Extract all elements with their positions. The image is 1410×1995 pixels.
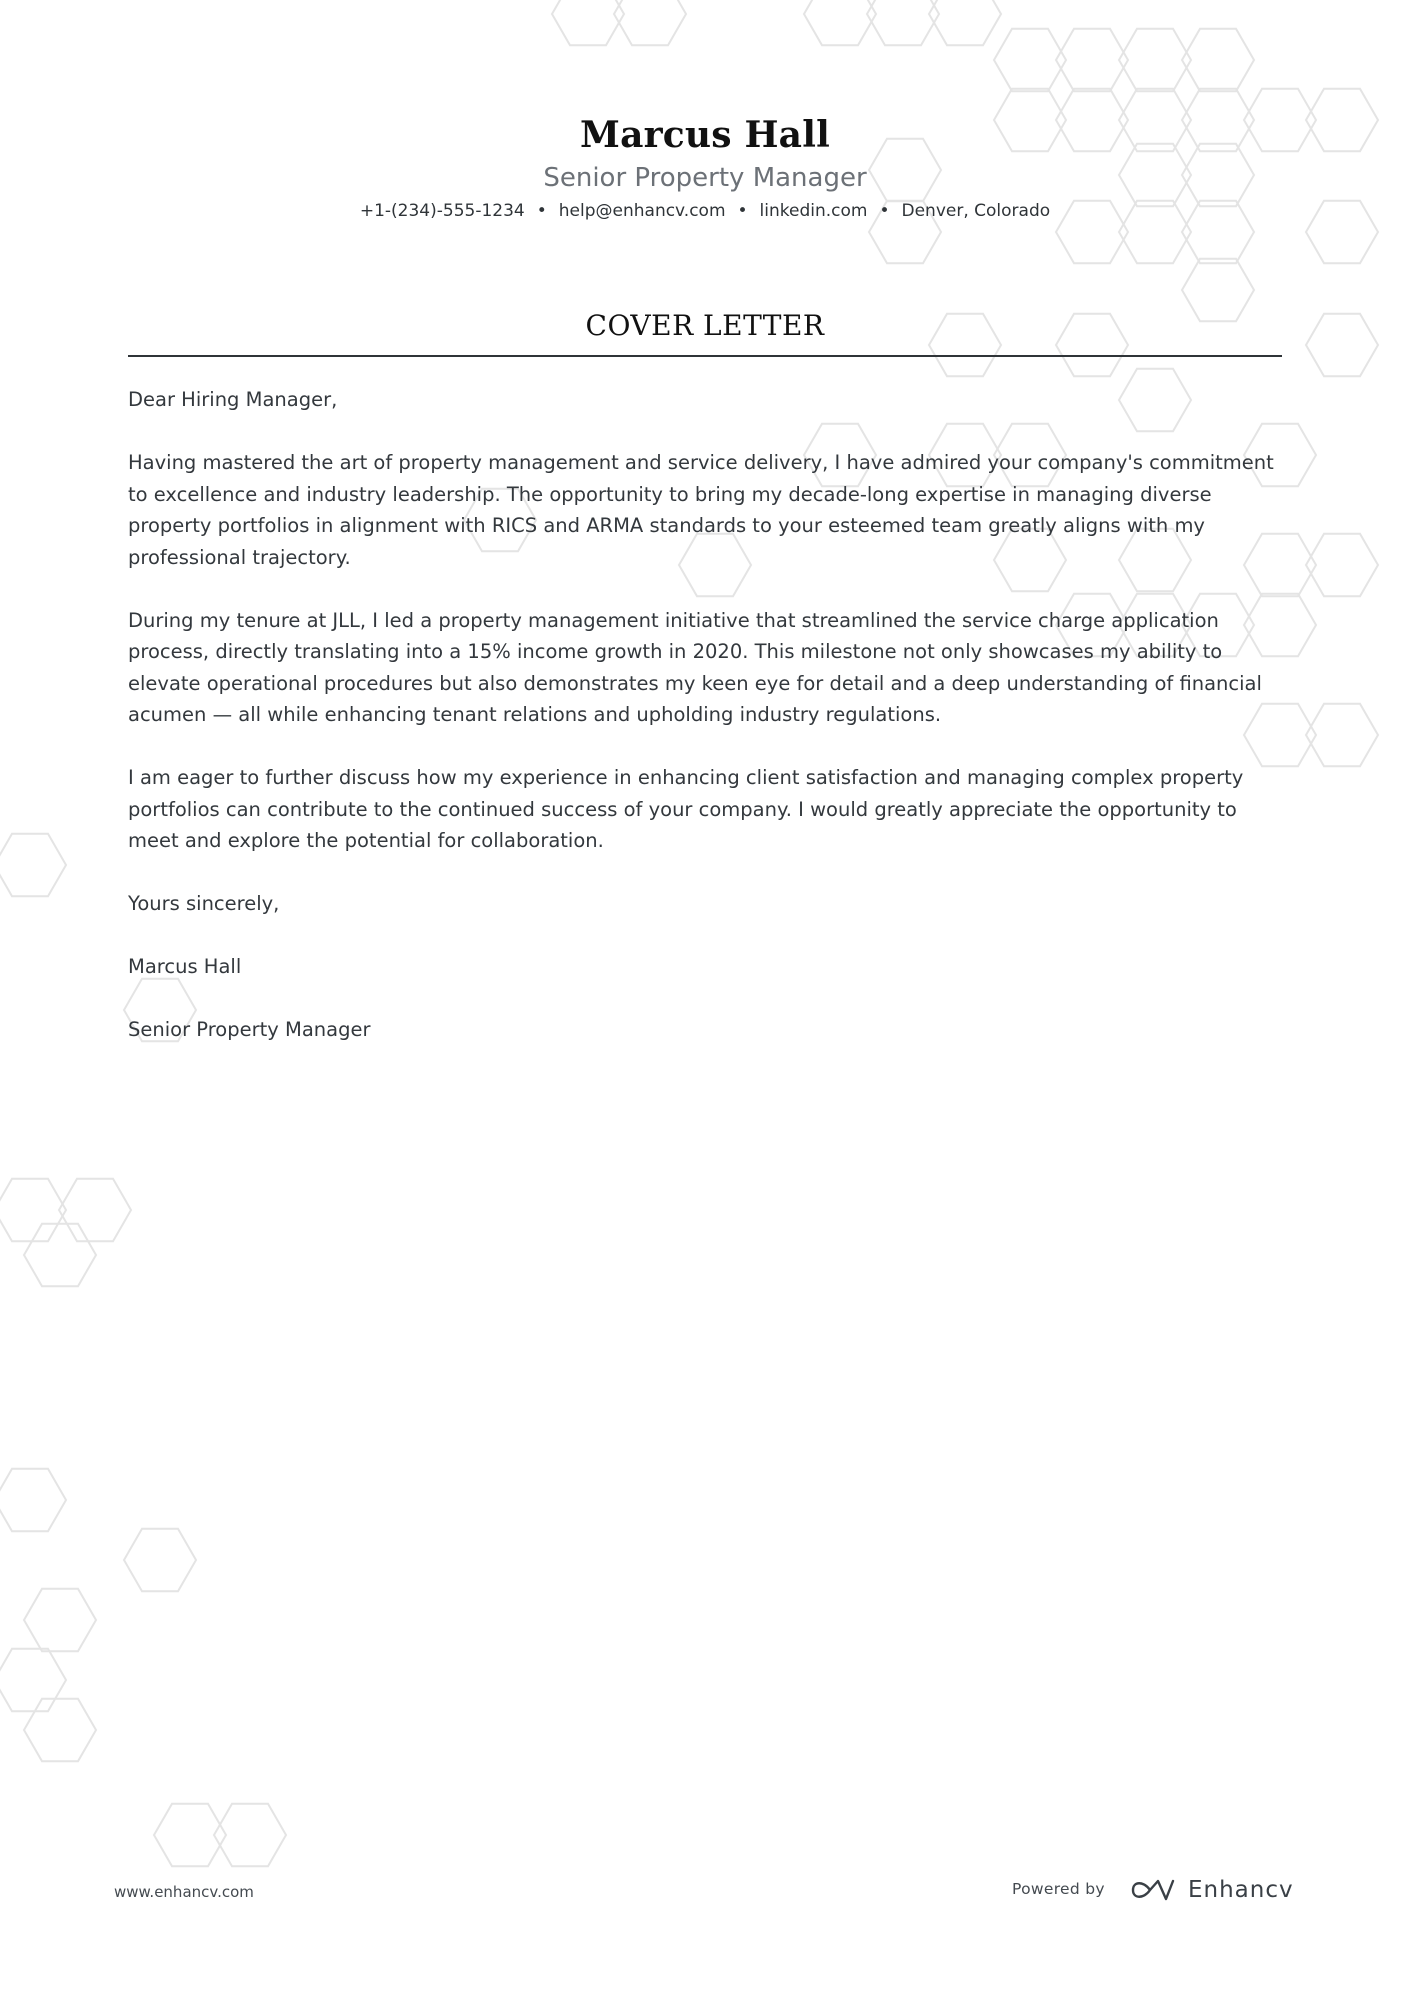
email[interactable]: help@enhancv.com	[558, 201, 726, 221]
brand-logo[interactable]	[1130, 1870, 1294, 1910]
letter-paragraph: Having mastered the art of property management and service delivery, I have admired your company's commitment to excellence and industry leadership. The opportunity to bring my decade-long expertise in managing diverse property portfolios in alignment with RICS and ARMA standards to your esteemed team greatly aligns with my professional trajectory.	[128, 451, 1274, 569]
candidate-name: Marcus Hall	[580, 114, 830, 156]
separator-dot: •	[879, 201, 890, 221]
signature-name: Marcus Hall	[128, 955, 242, 978]
footer-url[interactable]: www.enhancv.com	[114, 1883, 254, 1901]
phone: +1-(234)-555-1234	[359, 201, 525, 221]
separator-dot: •	[737, 201, 748, 221]
powered-by-label: Powered by	[1012, 1880, 1105, 1898]
letter-body	[128, 384, 1288, 1077]
contact-line	[0, 198, 1410, 224]
location: Denver, Colorado	[901, 201, 1051, 221]
letter-paragraph: During my tenure at JLL, I led a property management initiative that streamlined the service charge application process, directly translating into a 15% income growth in 2020. This milestone not only showcases my ability to elevate operational procedures but also demonstrates my keen eye for detail and a deep understanding of financial acumen — all while enhancing tenant relations and upholding industry regulations.	[128, 608, 1262, 726]
salutation: Dear Hiring Manager,	[128, 388, 338, 411]
section-divider	[128, 355, 1282, 357]
letter-paragraph: I am eager to further discuss how my experience in enhancing client satisfaction and managing complex property portfolios can contribute to the continued success of your company. I would greatly appreciate the opportunity to meet and explore the potential for collaboration.	[128, 766, 1244, 852]
header	[0, 110, 1410, 224]
candidate-title: Senior Property Manager	[543, 163, 867, 193]
brand-name: Enhancv	[1188, 1877, 1294, 1903]
section-heading: COVER LETTER	[585, 309, 825, 342]
separator-dot: •	[536, 201, 547, 221]
signature-title: Senior Property Manager	[128, 1018, 371, 1041]
closing: Yours sincerely,	[128, 892, 280, 915]
linkedin[interactable]: linkedin.com	[759, 201, 868, 221]
enhancv-logo-icon	[1130, 1877, 1176, 1903]
